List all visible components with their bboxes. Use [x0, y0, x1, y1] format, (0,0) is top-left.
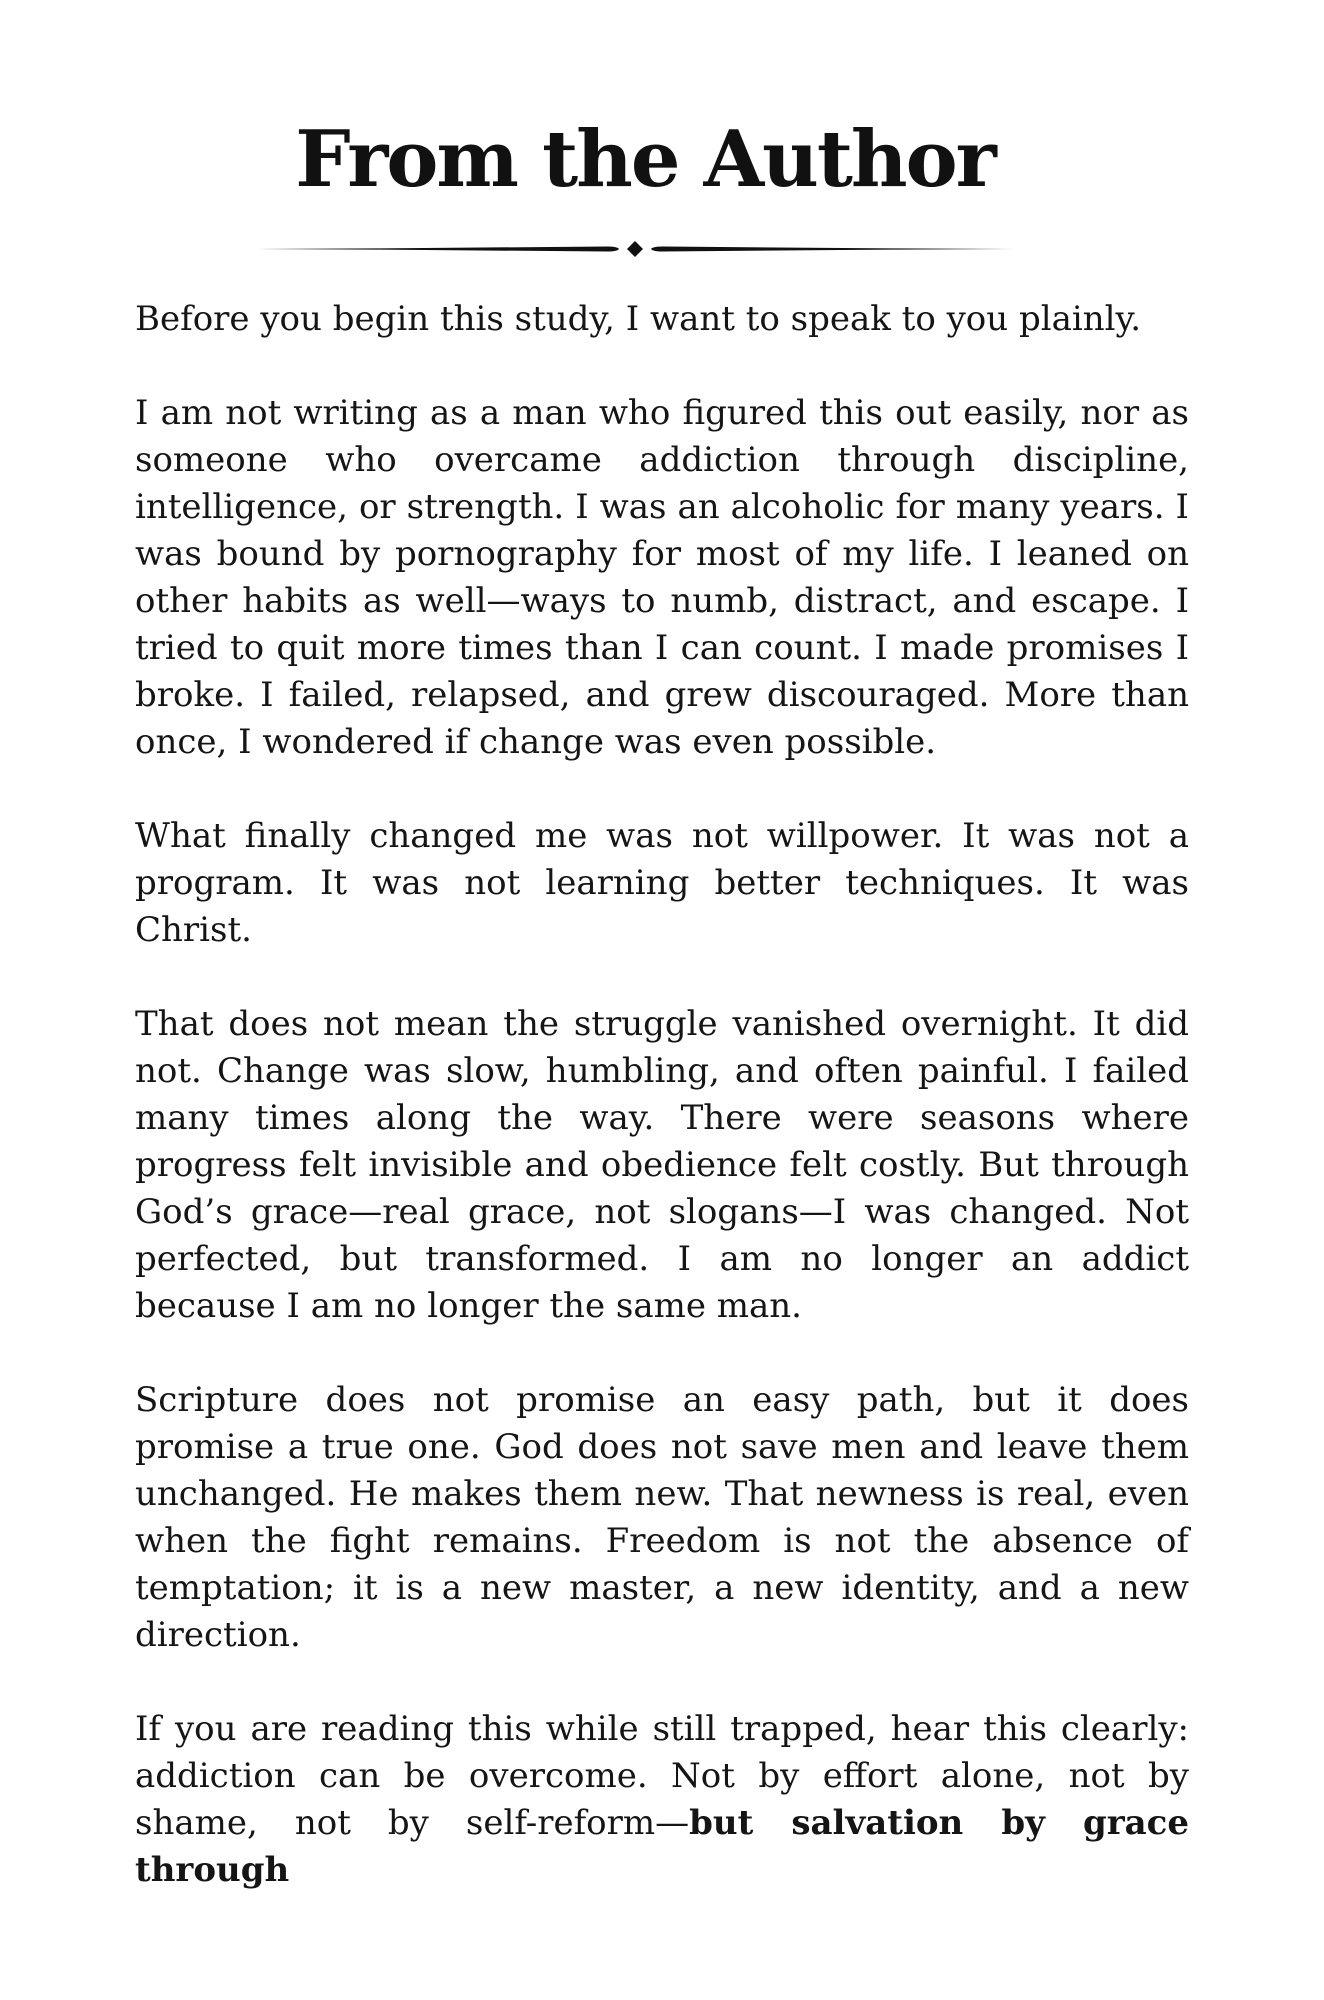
title-divider-ornament [257, 236, 1013, 262]
paragraph: Scripture does not promise an easy path, but it does promise a true one. God does not save men and leave them unchanged. He makes them new. That newness is real, even when the fight remains. Freedom is not the absence of temptation; it is a new master, a new identity, and a new direction. [135, 1380, 1189, 1655]
paragraph: I am not writing as a man who figured this out easily, nor as someone who overcame addiction through discipline, intelligence, or strength. I was an alcoholic for many years. I was bound by pornography for most of my life. I leaned on other habits as well—ways to numb, distract, and escape. I tried to quit more times than I can count. I made promises I broke. I failed, relapsed, and grew discouraged. More than once, I wondered if change was even possible. [135, 393, 1189, 762]
paragraph: That does not mean the struggle vanished overnight. It did not. Change was slow, humbling, and often painful. I failed many times along the way. There were seasons where progress felt invisible and obedience felt costly. But through God’s grace—real grace, not slogans—I was changed. Not perfected, but transformed. I am no longer an addict because I am no longer the same man. [135, 1004, 1189, 1326]
letter-body [135, 296, 1189, 1941]
page-title: From the Author [295, 114, 995, 205]
emphasized-text: but salvation by grace through [135, 1803, 1189, 1890]
paragraph: What finally changed me was not willpower. It was not a program. It was not learning better techniques. It was Christ. [135, 816, 1189, 950]
paragraph-text: If you are reading this while still trapped, hear this clearly: addiction can be overcome. Not by effort alone, not by shame, not by self-reform— [135, 1709, 1189, 1843]
paragraph: Before you begin this study, I want to speak to you plainly. [135, 299, 1142, 339]
paragraph [135, 1706, 1189, 1894]
